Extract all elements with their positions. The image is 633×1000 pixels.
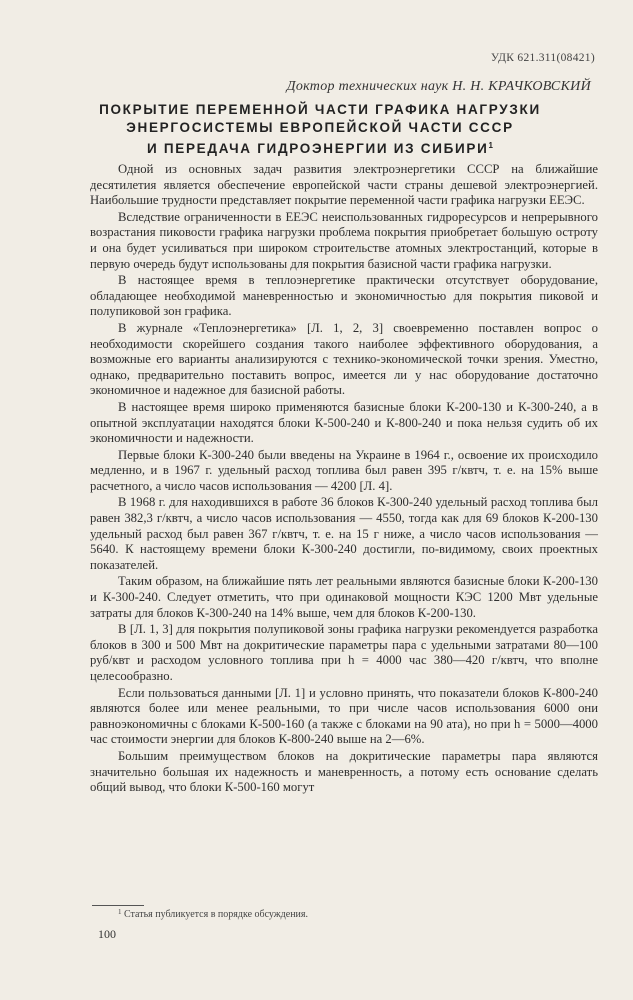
title-line: ЭНЕРГОСИСТЕМЫ ЕВРОПЕЙСКОЙ ЧАСТИ СССР <box>126 120 514 135</box>
paragraph: Таким образом, на ближайшие пять лет реальными являются базисные блоки К-200-130 и К-300-240. Следует отметить, что при одинаковой мощности КЭС 1200 Мвт удельные затраты для блоков К-300-240 на 14% выше, чем для блоков К-200-130. <box>90 574 598 620</box>
paragraph: Первые блоки К-300-240 были введены на Украине в 1964 г., освоение их происходило медленно, и в 1967 г. удельный расход топлива был равен 395 г/квтч, т. е. на 15% выше расчетного, а число часов использования — 4200 [Л. 4]. <box>90 447 598 493</box>
paragraph: В настоящее время в теплоэнергетике практически отсутствует оборудование, обладающее необходимой маневренностью и экономичностью для покрытия пиковой и полупиковой зон графика. <box>90 273 598 319</box>
title-line: ПОКРЫТИЕ ПЕРЕМЕННОЙ ЧАСТИ ГРАФИКА НАГРУЗКИ <box>99 102 541 117</box>
title-line <box>60 137 580 158</box>
footnote-mark: 1 <box>118 908 122 916</box>
title-line-text: И ПЕРЕДАЧА ГИДРОЭНЕРГИИ ИЗ СИБИРИ <box>147 141 489 156</box>
paragraph: Если пользоваться данными [Л. 1] и условно принять, что показатели блоков К-800-240 являются более или менее реальными, то при числе часов использования 6000 они равноэкономичны с блоками К-500-160 (а также с блоками на 90 ата), но при h = 5000—4000 час стоимости энергии для блоков К-800-240 выше на 2—6%. <box>90 685 598 747</box>
article-body <box>90 162 598 796</box>
title-footnote-mark: 1 <box>488 141 493 150</box>
article-title <box>60 101 580 158</box>
paragraph: В 1968 г. для находившихся в работе 36 блоков К-300-240 удельный расход топлива был равен 382,3 г/квтч, а число часов использования — 4550, тогда как для 69 блоков К-200-130 удельный расход был равен 367 г/квтч, т. е. на 15 г ниже, а число часов использования — 5640. К настоящему времени блоки К-300-240 достигли, по-видимому, своих проектных показателей. <box>90 495 598 572</box>
author-line: Доктор технических наук Н. Н. КРАЧКОВСКИЙ <box>286 79 591 94</box>
paragraph: Одной из основных задач развития электроэнергетики СССР на ближайшие десятилетия является обеспечение европейской части страны дешевой электроэнергией. Наибольшие трудности представляет покрытие переменной части графика нагрузки ЕЕЭС. <box>90 162 598 208</box>
udk-code: УДК 621.311(08421) <box>490 52 595 64</box>
footnote-divider <box>92 905 144 906</box>
paragraph: Вследствие ограниченности в ЕЕЭС неиспользованных гидроресурсов и непрерывного возрастания пиковости графика нагрузки проблема покрытия приобретает большую остроту и она будет усиливаться при широком строительстве атомных электростанций, которые в первую очередь будут использованы для покрытия базисной части графика нагрузки. <box>90 209 598 271</box>
footnote <box>118 908 308 920</box>
paragraph: В [Л. 1, 3] для покрытия полупиковой зоны графика нагрузки рекомендуется разработка блоков в 300 и 500 Мвт на докритические параметры пара с удельными затратами 80—100 руб/квт и расходом условного топлива при h = 4000 час 380—420 г/квтч, что вполне целесообразно. <box>90 622 598 683</box>
paragraph: В журнале «Теплоэнергетика» [Л. 1, 2, 3] своевременно поставлен вопрос о необходимости скорейшего создания такого наиболее эффективного оборудования, а возможные его варианты анализируются с технико-экономической точки зрения. Уместно, однако, предварительно поставить вопрос, имеется ли у нас оборудование достаточно экономичное и надежное для базисной работы. <box>90 320 598 398</box>
paragraph: Большим преимуществом блоков на докритические параметры пара являются значительно большая их надежность и маневренность, а потому есть основание сделать общий вывод, что блоки К-500-160 могут <box>90 748 598 795</box>
page-number: 100 <box>98 927 116 941</box>
paragraph: В настоящее время широко применяются базисные блоки К-200-130 и К-300-240, а в опытной эксплуатации находятся блоки К-500-240 и К-800-240 и пока нельзя судить об их экономичности и надежности. <box>90 399 598 446</box>
footnote-text: Статья публикуется в порядке обсуждения. <box>124 909 309 920</box>
